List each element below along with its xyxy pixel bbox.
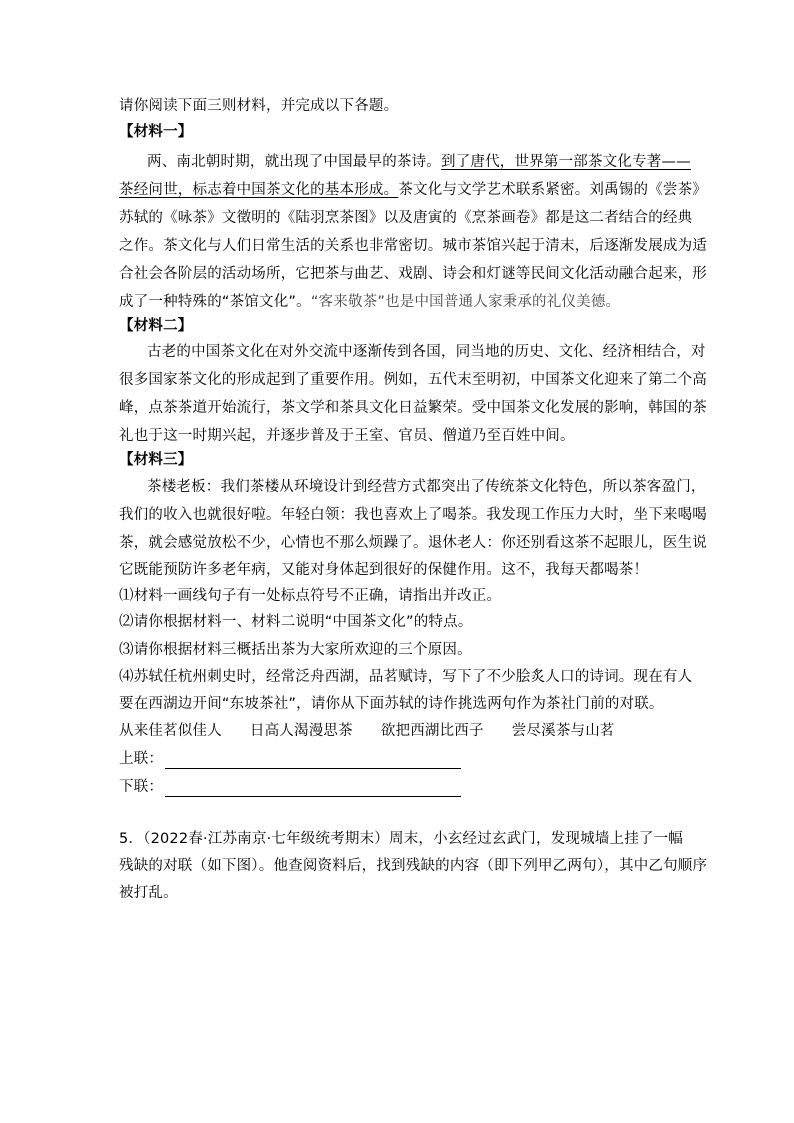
material2-heading: 【材料二】 [119,318,193,334]
material1-line: 合社会各阶层的活动场所，它把茶与曲艺、戏剧、诗会和灯谜等民间文化活动融合起来，形 [119,266,707,282]
material2-line: 很多国家茶文化的形成起到了重要作用。例如，五代末至明初，中国茶文化迎来了第二个高 [119,372,707,388]
lower-couplet-label: 下联： [119,779,164,795]
question-5-line: 5．（2022春·江苏南京·七年级统考期末）周末，小玄经过玄武门，发现城墙上挂了一幅 [119,831,683,847]
question-4: ⑷苏轼任杭州刺史时，经常泛舟西湖，品茗赋诗，写下了不少脍炙人口的诗词。现在有人 [119,669,693,685]
material2-line: 古老的中国茶文化在对外交流中逐渐传到各国，同当地的历史、文化、经济相结合，对 [147,344,706,360]
text-segment: 茶文化与文学艺术联系紧密。刘禹锡的《尝茶》 [398,182,708,198]
material1-line [119,180,707,200]
question-4-cont: 要在西湖边开间“东坡茶社”，请你从下面苏轼的诗作挑选两句作为茶社门前的对联。 [119,696,664,712]
upper-couplet-row [119,749,461,769]
question-5-line: 被打乱。 [119,885,178,901]
text-segment: “客来敬茶”也是中国普通人家秉承的礼仪美德。 [310,294,621,310]
material2-line: 峰，点茶茶道开始流行，茶文学和茶具文化日益繁荣。受中国茶文化发展的影响，韩国的茶 [119,400,707,416]
poem-option: 日高人渴漫思茶 [249,723,353,739]
text-segment: 两、南北朝时期，就出现了中国最早的茶诗。 [147,154,441,170]
material2-line: 礼也于这一时期兴起，并逐步普及于王室、官员、僧道乃至百姓中间。 [119,428,575,444]
upper-couplet-blank[interactable] [165,754,461,769]
material3-heading: 【材料三】 [119,452,193,468]
lower-couplet-row [119,777,461,797]
material3-line: 我们的收入也就很好啦。年轻白领：我也喜欢上了喝茶。我发现工作压力大时，坐下来喝喝 [119,507,707,523]
question-1: ⑴材料一画线句子有一处标点符号不正确，请指出并改正。 [119,588,502,604]
poem-option: 从来佳茗似佳人 [119,723,222,739]
material1-line [119,292,620,312]
lower-couplet-blank[interactable] [165,782,461,797]
underlined-sentence: 到了唐代，世界第一部茶文化专著—— [441,154,691,170]
material1-heading: 【材料一】 [119,124,193,140]
material1-line: 之作。茶文化与人们日常生活的关系也非常密切。城市茶馆兴起于清末，后逐渐发展成为适 [119,238,707,254]
material3-line: 茶，就会感觉放松不少，心情也不那么烦躁了。退休老人：你还别看这茶不起眼儿，医生说 [119,535,707,551]
poem-option: 尝尽溪茶与山茗 [511,723,615,739]
underlined-sentence: 茶经问世，标志着中国茶文化的基本形成。 [119,182,399,198]
material1-line: 苏轼的《咏茶》文徵明的《陆羽烹茶图》以及唐寅的《烹茶画卷》都是这二者结合的经典 [119,210,693,226]
question-2: ⑵请你根据材料一、材料二说明“中国茶文化”的特点。 [119,614,473,630]
intro-text: 请你阅读下面三则材料，并完成以下各题。 [119,98,399,114]
material3-line: 它既能预防许多老年病，又能对身体起到很好的保健作用。这不，我每天都喝茶！ [119,562,649,578]
question-3: ⑶请你根据材料三概括出茶为大家所欢迎的三个原因。 [119,642,472,658]
poem-option: 欲把西湖比西子 [380,723,484,739]
text-segment: 成了一种特殊的“茶馆文化”。 [119,294,311,310]
material1-line [147,152,691,172]
question-5-line: 残缺的对联（如下图）。他查阅资料后，找到残缺的内容（即下列甲乙两句），其中乙句顺序 [119,858,708,874]
upper-couplet-label: 上联： [119,751,164,767]
poem-options [119,721,643,741]
material3-line: 茶楼老板：我们茶楼从环境设计到经营方式都突出了传统茶文化特色，所以茶客盈门， [147,479,706,495]
